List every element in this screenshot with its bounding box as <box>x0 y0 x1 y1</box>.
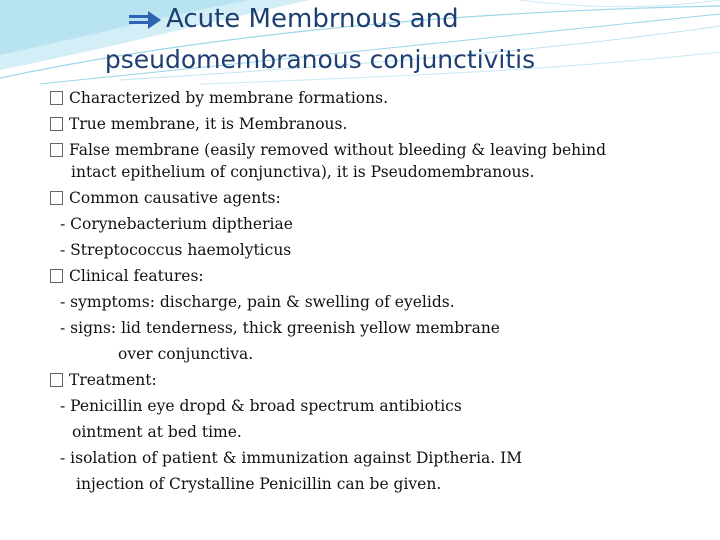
line-text: False membrane (easily removed without bleeding & leaving behind <box>69 141 607 159</box>
continuation-line: injection of Crystalline Penicillin can be given. <box>76 475 442 493</box>
continuation-line: over conjunctiva. <box>118 345 254 363</box>
sub-item: - Streptococcus haemolyticus <box>60 241 292 259</box>
title-line-1: Acute Membrnous and <box>166 4 459 34</box>
line-text: Treatment: <box>69 371 157 389</box>
continuation-line: intact epithelium of conjunctiva), it is Pseudomembranous. <box>71 163 535 181</box>
bullet-item <box>50 188 281 208</box>
bullet-item <box>50 140 606 160</box>
bullet-item <box>50 370 157 390</box>
bullet-item <box>50 114 347 134</box>
line-text: True membrane, it is Membranous. <box>69 115 348 133</box>
sub-item: - symptoms: discharge, pain & swelling of eyelids. <box>60 293 455 311</box>
sub-item: - Penicillin eye dropd & broad spectrum antibiotics <box>60 397 462 415</box>
bullet-box-icon <box>50 143 63 157</box>
sub-item: - isolation of patient & immunization against Diptheria. IM <box>60 449 523 467</box>
line-text: Characterized by membrane formations. <box>69 89 388 107</box>
bullet-box-icon <box>50 373 63 387</box>
bullet-item <box>50 88 388 108</box>
line-text: Clinical features: <box>69 267 204 285</box>
bullet-item <box>50 266 204 286</box>
sub-item: - Corynebacterium diptheriae <box>60 215 293 233</box>
title-line-2: pseudomembranous conjunctivitis <box>104 45 536 74</box>
bullet-box-icon <box>50 269 63 283</box>
bullet-box-icon <box>50 191 63 205</box>
line-text: Common causative agents: <box>69 189 281 207</box>
sub-item: - signs: lid tenderness, thick greenish yellow membrane <box>60 319 500 337</box>
continuation-line: ointment at bed time. <box>72 423 242 441</box>
bullet-box-icon <box>50 117 63 131</box>
arrow-right-icon <box>128 10 162 30</box>
bullet-box-icon <box>50 91 63 105</box>
